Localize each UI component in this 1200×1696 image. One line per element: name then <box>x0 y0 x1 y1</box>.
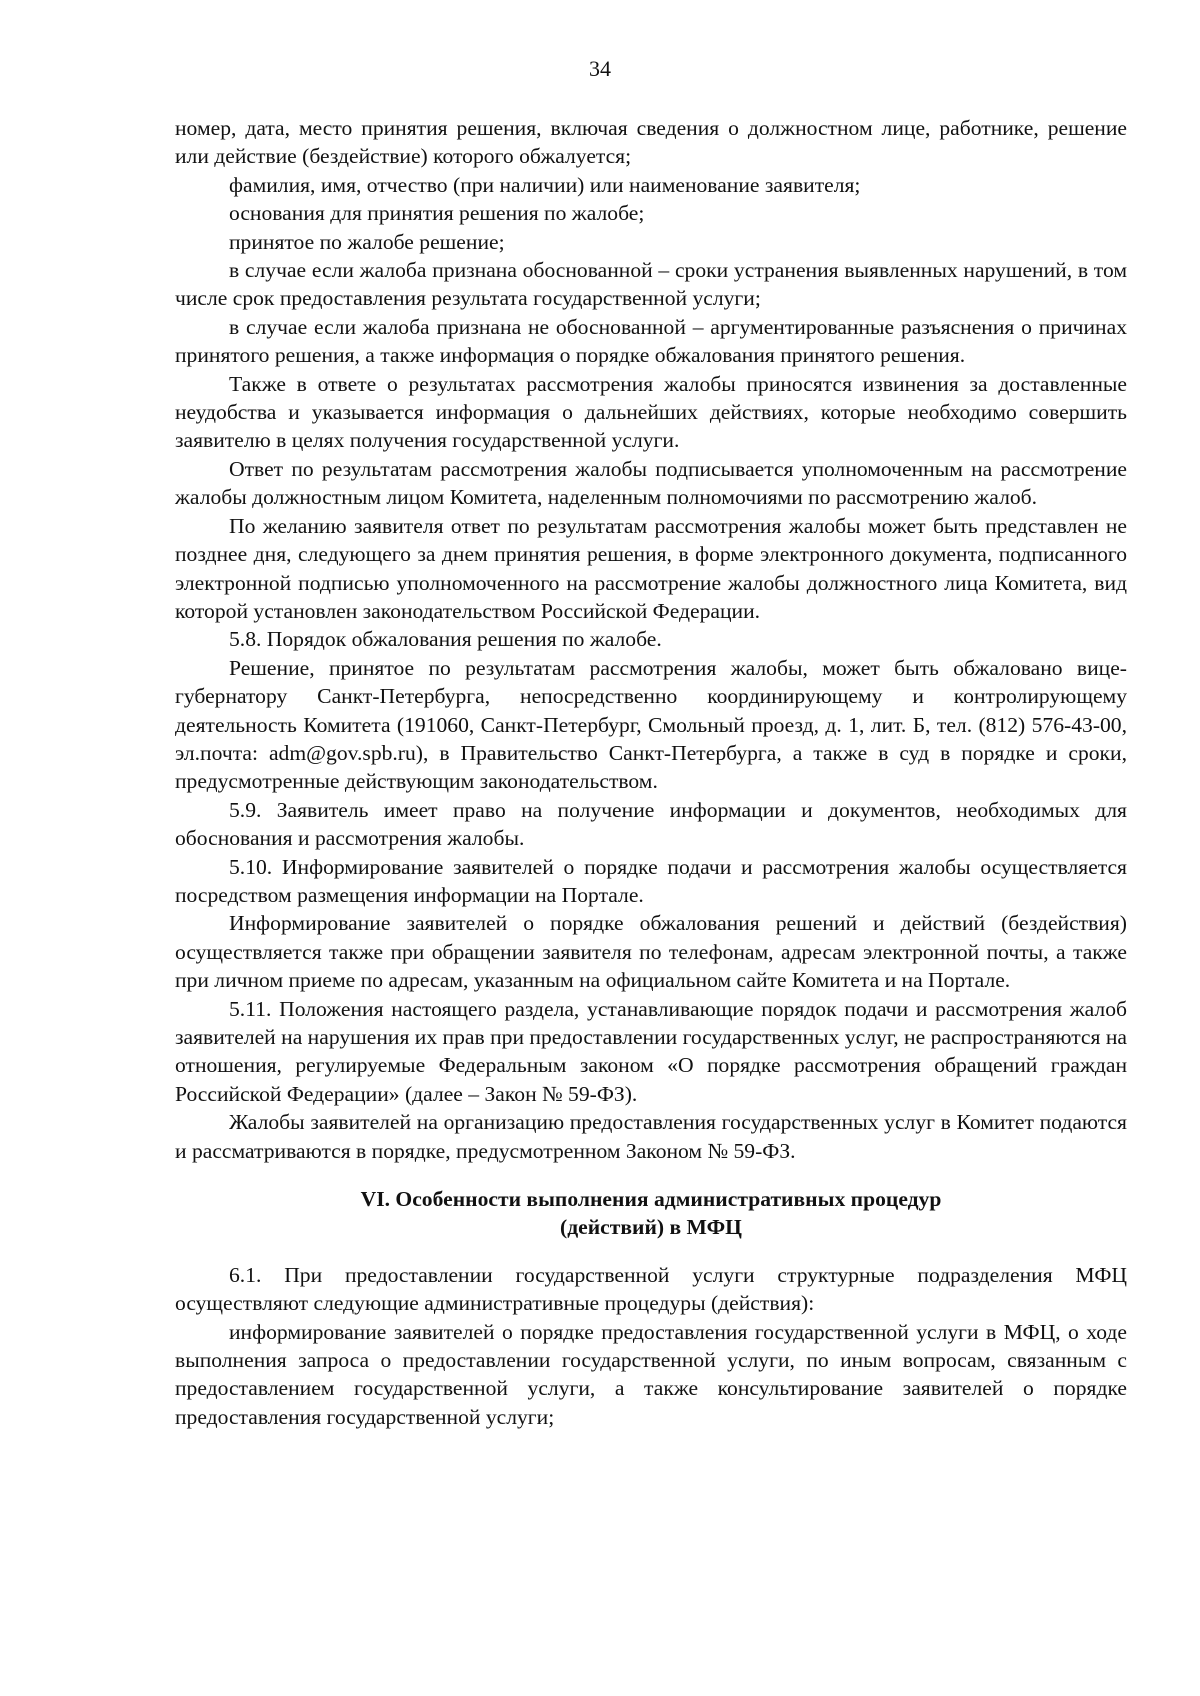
paragraph: Информирование заявителей о порядке обжалования решений и действий (бездействия) осуществляется также при обращении заявителя по телефонам, адресам электронной почты, а также при личном приеме по адресам, указанным на официальном сайте Комитета и на Портале. <box>175 911 1127 993</box>
paragraph: 6.1. При предоставлении государственной услуги структурные подразделения МФЦ осуществляют следующие административные процедуры (действия): <box>175 1262 1127 1316</box>
paragraph: основания для принятия решения по жалобе; <box>229 201 645 226</box>
page-number: 34 <box>589 56 611 81</box>
paragraph: принятое по жалобе решение; <box>229 229 505 254</box>
paragraph: Решение, принятое по результатам рассмотрения жалобы, может быть обжаловано вице-губернатору Санкт-Петербурга, непосредственно координирующему и контролирующему деятельность Комитета (191060, Санкт-Петербург, Смольный проезд, д. 1, лит. Б, тел. (812) 576-43-00, эл.почта: adm@gov.spb.ru), в Правительство Санкт-Петербурга, а также в суд в порядке и сроки, предусмотренные действующим законодательством. <box>175 655 1127 794</box>
section-heading-line: (действий) в МФЦ <box>560 1215 742 1240</box>
paragraph: 5.8. Порядок обжалования решения по жалобе. <box>229 627 662 652</box>
section-heading-line: VI. Особенности выполнения административных процедур <box>360 1187 942 1212</box>
paragraph: фамилия, имя, отчество (при наличии) или наименование заявителя; <box>229 172 861 197</box>
paragraph: в случае если жалоба признана обоснованной – сроки устранения выявленных нарушений, в том числе срок предоставления результата государственной услуги; <box>175 258 1127 311</box>
document-body <box>175 114 1127 1431</box>
paragraph: в случае если жалоба признана не обоснованной – аргументированные разъяснения о причинах принятого решения, а также информация о порядке обжалования принятого решения. <box>175 314 1127 368</box>
paragraph: Также в ответе о результатах рассмотрения жалобы приносятся извинения за доставленные неудобства и указывается информация о дальнейших действиях, которые необходимо совершить заявителю в целях получения государственной услуги. <box>175 371 1127 453</box>
paragraph: 5.11. Положения настоящего раздела, устанавливающие порядок подачи и рассмотрения жалоб заявителей на нарушения их прав при предоставлении государственных услуг, не распространяются на отношения, регулируемые Федеральным законом «О порядке рассмотрения обращений граждан Российской Федерации» (далее – Закон № 59-ФЗ). <box>175 996 1127 1106</box>
paragraph: Жалобы заявителей на организацию предоставления государственных услуг в Комитет подаются и рассматриваются в порядке, предусмотренном Законом № 59-ФЗ. <box>175 1110 1127 1163</box>
paragraph: Ответ по результатам рассмотрения жалобы подписывается уполномоченным на рассмотрение жалобы должностным лицом Комитета, наделенным полномочиями по рассмотрению жалоб. <box>175 456 1127 510</box>
paragraph: номер, дата, место принятия решения, включая сведения о должностном лице, работнике, решение или действие (бездействие) которого обжалуется; <box>175 116 1127 169</box>
paragraph: информирование заявителей о порядке предоставления государственной услуги в МФЦ, о ходе выполнения запроса о предоставлении государственной услуги, по иным вопросам, связанным с предоставлением государственной услуги, а также консультирование заявителей о порядке предоставления государственной услуги; <box>175 1319 1127 1429</box>
section-heading <box>175 1185 1127 1242</box>
paragraph: По желанию заявителя ответ по результатам рассмотрения жалобы может быть представлен не позднее дня, следующего за днем принятия решения, в форме электронного документа, подписанного электронной подписью уполномоченного на рассмотрение жалобы должностного лица Комитета, вид которой установлен законодательством Российской Федерации. <box>175 513 1127 623</box>
paragraph: 5.10. Информирование заявителей о порядке подачи и рассмотрения жалобы осуществляется посредством размещения информации на Портале. <box>175 854 1127 907</box>
paragraph: 5.9. Заявитель имеет право на получение информации и документов, необходимых для обоснования и рассмотрения жалобы. <box>175 797 1127 851</box>
